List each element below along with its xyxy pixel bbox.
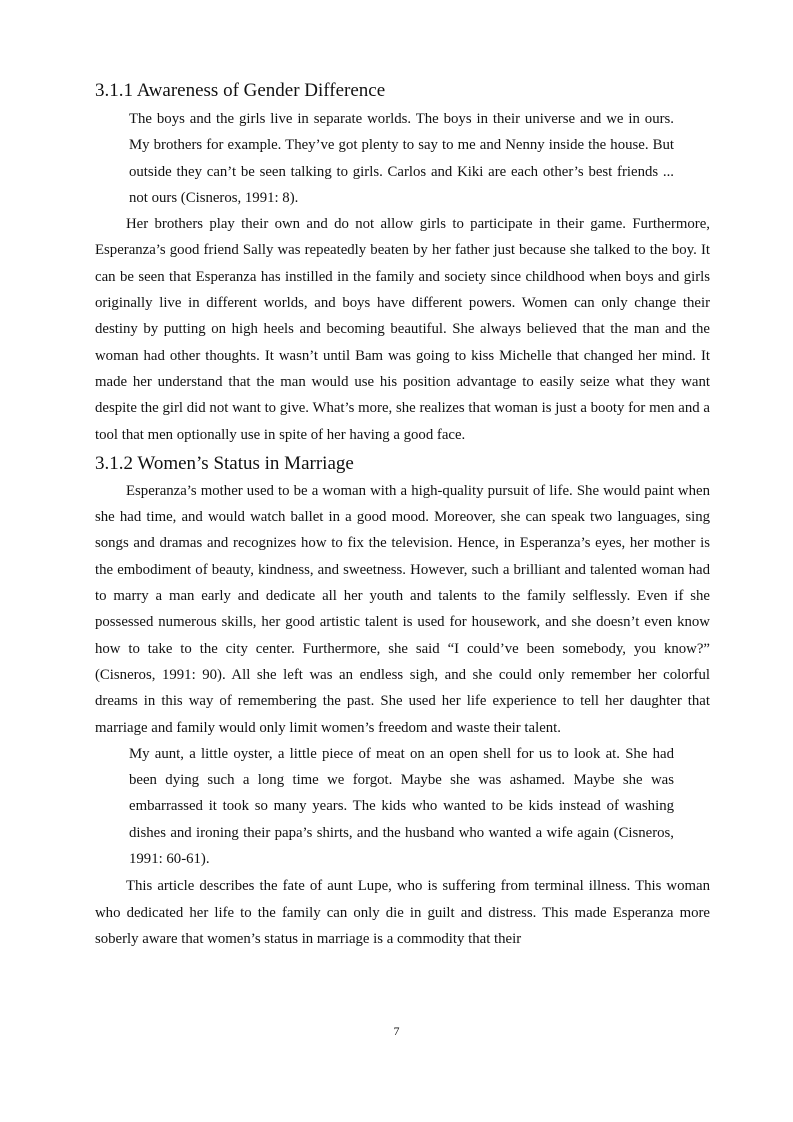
body-paragraph-aunt-lupe: This article describes the fate of aunt Lupe, who is suffering from terminal illness. This woman who dedicated her life to the family can only die in guilt and distress. This made Esperanza more soberly aware that women’s status in marriage is a commodity that their	[95, 878, 710, 947]
body-paragraph-mother: Esperanza’s mother used to be a woman with a high-quality pursuit of life. She would paint when she had time, and would watch ballet in a good mood. Moreover, she can speak two languages, sing songs and dramas and recognizes how to fix the television. Hence, in Esperanza’s eyes, her mother is the embodiment of beauty, kindness, and sweetness. However, such a brilliant and talented woman had to marry a man early and dedicate all her youth and talents to the family selflessly. Even if she possessed numerous skills, her good artistic talent is used for housework, and she doesn’t even know how to take to the city center. Furthermore, she said “I could’ve been somebody, you know?” (Cisneros, 1991: 90). All she left was an endless sigh, and she could only remember her colorful dreams in this way of remembering the past. She used her life experience to tell her daughter that marriage and family would only limit women’s freedom and waste their talent.	[95, 482, 710, 736]
section-heading-gender-difference: 3.1.1 Awareness of Gender Difference	[95, 80, 386, 101]
document-page	[95, 78, 710, 952]
block-quote-separate-worlds: The boys and the girls live in separate worlds. The boys in their universe and we in ours. My brothers for example. They’ve got plenty to say to me and Nenny inside the house. But outside they can’t be seen talking to girls. Carlos and Kiki are each other’s best friends ... not ours (Cisneros, 1991: 8).	[129, 111, 674, 206]
section-heading-marriage-status: 3.1.2 Women’s Status in Marriage	[95, 452, 354, 474]
page-number: 7	[393, 1024, 400, 1038]
block-quote-aunt: My aunt, a little oyster, a little piece of meat on an open shell for us to look at. She had been dying such a long time we forgot. Maybe she was ashamed. Maybe she was embarrassed it took so many years. The kids who wanted to be kids instead of washing dishes and ironing their papa’s shirts, and the husband who wanted a wife again (Cisneros, 1991: 60-61).	[129, 745, 674, 868]
body-paragraph-brothers: Her brothers play their own and do not allow girls to participate in their game. Furthermore, Esperanza’s good friend Sally was repeatedly beaten by her father just because she talked to the boy. It can be seen that Esperanza has instilled in the family and society since childhood when boys and girls originally live in different worlds, and boys have different powers. Women can only change their destiny by putting on high heels and becoming beautiful. She always believed that the man and the woman had other thoughts. It wasn’t until Bam was going to kiss Michelle that changed her mind. It made her understand that the man would use his position advantage to easily seize what they want despite the girl did not want to give. What’s more, she realizes that woman is just a booty for men and a tool that men optionally use in spite of her having a good face.	[95, 216, 710, 443]
